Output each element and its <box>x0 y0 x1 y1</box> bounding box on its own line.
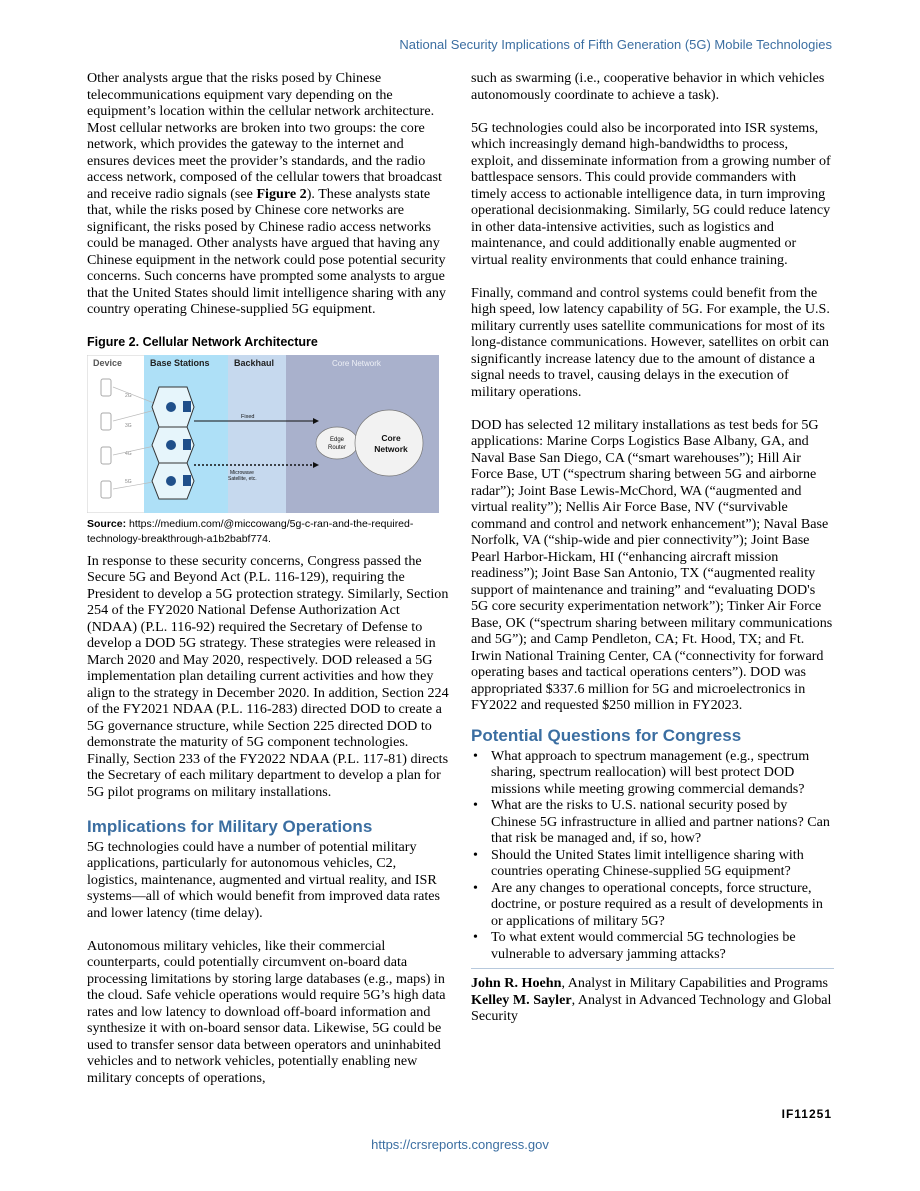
author-block <box>471 975 834 1025</box>
gen-4g-label: 4G <box>125 450 132 457</box>
question-item: • Are any changes to operational concepts, force structure, doctrine, or posture required as a result of developments in or applications of military 5G? <box>473 879 823 929</box>
device-label: Device <box>93 357 123 368</box>
figure-source: Source: https://medium.com/@miccowang/5g-c-ran-and-the-required-technology-breakthrough-a1b2babf774. <box>87 517 414 545</box>
backhaul-zone <box>228 355 286 513</box>
core-network-node <box>355 410 423 476</box>
question-item: • What approach to spectrum management (e.g., spectrum sharing, spectrum reallocation) will best protect DOD missions while meeting growing commercial demands? <box>473 747 810 797</box>
congress-actions-paragraph: In response to these security concerns, Congress passed the Secure 5G and Beyond Act (P.L. 116-129), requiring the President to develop a 5G protection strategy. Similarly, Section 254 of the FY2020 National Defense Authorization Act (NDAA) (P.L. 116-92) required the Secretary of Defense to develop a DOD 5G strategy. These strategies were released in March 2020 and May 2020, respectively. DOD released a 5G implementation plan detailing current activities and how they align to the strategy in December 2020. In addition, Section 224 of the FY2021 NDAA (P.L. 116-283) directed DOD to create a 5G governance structure, while Section 225 directed DOD to demonstrate the maturity of 5G component technologies. Finally, Section 233 of the FY2022 NDAA (P.L. 117-81) directs the Secretary of each military department to develop a plan for 5G pilot programs on military installations. <box>87 552 449 800</box>
figure-source-url[interactable]: https://medium.com/@miccowang/5g-c-ran-and-the-required-technology-breakthrough-a1b2babf774. <box>87 517 414 545</box>
router-label: Router <box>327 444 347 451</box>
author-divider <box>471 968 834 969</box>
figure-2-title: Figure 2. Cellular Network Architecture <box>87 335 318 349</box>
bullet-icon: • <box>473 797 478 813</box>
core-label: Core <box>381 432 401 443</box>
command-control-paragraph: Finally, command and control systems could benefit from the high speed, low latency capability of 5G. For example, the U.S. military currently uses satellite communications for most of its long-distance communications. However, satellites on orbit can significantly increase latency due to the amount of distance a signal needs to travel, causing delays in the execution of military operations. <box>471 284 830 400</box>
bullet-icon: • <box>473 929 478 945</box>
footer-url[interactable]: https://crsreports.congress.gov <box>371 1137 549 1152</box>
figure-2-reference[interactable]: Figure 2 <box>256 185 307 202</box>
question-item: • What are the risks to U.S. national security posed by Chinese 5G infrastructure in allied and partner nations? Can that risk be managed and, if so, how? <box>473 797 830 846</box>
bullet-icon: • <box>473 747 478 764</box>
author-entry: John R. Hoehn, Analyst in Military Capabilities and Programs <box>471 975 829 991</box>
section-heading-questions: Potential Questions for Congress <box>471 725 742 745</box>
questions-list <box>471 748 834 963</box>
left-column <box>87 70 449 1086</box>
autonomous-vehicles-paragraph: Autonomous military vehicles, like their commercial counterparts, could potentially circumvent on-board data processing limitations by storing large databases (e.g., maps) in the cloud. Safe vehicle operations would require 5G’s high data rates and low latency to download off-board information and synthesize it with on-board sensor data. Likewise, 5G could be used to transfer sensor data between operators and uninhabited vehicles and to network vehicles, potentially enabling new military concepts of operations, <box>87 937 446 1086</box>
gen-5g-label: 5G <box>125 478 132 485</box>
right-column <box>471 70 834 1025</box>
intro-paragraph: Other analysts argue that the risks posed by Chinese telecommunications equipment vary depending on the equipment’s location within the cellular network architecture. Most cellular networks are broken into two groups: the core network, which provides the gateway to the internet and ensures devices meet the provider’s standards, and the radio access network, composed of the cellular towers that broadcast and receive radio signals (see Figure 2). These analysts state that, while the risks posed by Chinese core networks are significant, the risks posed by Chinese radio access networks could be managed. Other analysts have argued that having any Chinese equipment in the network could pose potential security concerns. Such concerns have prompted some analysts to argue that the United States should limit intelligence sharing with any country operating Chinese-supplied 5G equipment. <box>87 70 446 317</box>
test-beds-paragraph: DOD has selected 12 military installations as test beds for 5G applications: Marine Corps Logistics Base Albany, GA, and Naval Base San Diego, CA (“smart warehouses”); Hill Air Force Base, UT (“spectrum sharing between 5G and airborne radar”); Joint Base Lewis-McChord, WA (“augmented and virtual reality”); Nellis Air Force Base, NV (“survivable command and control and network enhancement”); Naval Base Norfolk, VA (“ship-wide and pier connectivity”); Joint Base Pearl Harbor-Hickam, HI (“enhancing aircraft mission readiness”); Joint Base San Antonio, TX (“augmented reality support of maintenance and training” and “evaluating DOD's 5G core security experimentation network”); Tinker Air Force Base, OK (“spectrum sharing between military communications and 5G”); and Camp Pendleton, CA; Ft. Hood, TX; and Ft. Irwin National Training Center, CA (“connectivity for forward operating bases and tactical operations centers”). DOD was appropriated $337.6 million for 5G and microelectronics in FY2022 and requested $250 million in FY2023. <box>471 416 833 713</box>
isr-paragraph: 5G technologies could also be incorporated into ISR systems, which increasingly demand high-bandwidths to process, exploit, and disseminate information from a growing number of battlespace sensors. This could provide commanders with timely access to actionable intelligence data, in turn improving operational decisionmaking. Similarly, 5G could reduce latency in other data-intensive activities, such as logistics and maintenance, and could additionally enable augmented or virtual reality environments that could enhance training. <box>471 119 831 268</box>
base-stations-label: Base Stations <box>150 357 210 368</box>
section-heading-military-operations: Implications for Military Operations <box>87 816 373 836</box>
cellular-network-diagram <box>87 355 439 513</box>
core-network-zone-label: Core Network <box>332 358 381 368</box>
fixed-label: Fixed <box>241 413 255 420</box>
bullet-icon: • <box>473 879 478 896</box>
edge-router-node <box>316 427 358 459</box>
author-name: John R. Hoehn <box>471 975 562 991</box>
question-item: • Should the United States limit intelligence sharing with countries operating Chinese-supplied 5G equipment? <box>473 846 804 879</box>
military-applications-paragraph: 5G technologies could have a number of potential military applications, particularly for autonomous vehicles, C2, logistics, maintenance, augmented and virtual reality, and ISR systems—all of which would benefit from improved data rates and lower latency (time delay). <box>87 838 441 921</box>
question-item: • To what extent would commercial 5G technologies be vulnerable to adversary jamming attacks? <box>473 929 796 962</box>
edge-label: Edge <box>329 436 345 443</box>
author-name: Kelley M. Sayler <box>471 991 572 1008</box>
gen-3g-label: 3G <box>125 422 132 429</box>
swarming-paragraph: such as swarming (i.e., cooperative behavior in which vehicles autonomously coordinate to achieve a task). <box>471 70 825 103</box>
backhaul-label: Backhaul <box>234 357 275 368</box>
bullet-icon: • <box>473 846 478 863</box>
satellite-label: Satellite, etc. <box>228 475 257 482</box>
author-entry: Kelley M. Sayler, Analyst in Advanced Technology and Global Security <box>471 991 832 1024</box>
document-id: IF11251 <box>781 1107 832 1121</box>
network-label: Network <box>374 443 408 454</box>
microwave-label: Microwave <box>230 469 254 476</box>
gen-2g-label: 2G <box>125 392 132 399</box>
running-header: National Security Implications of Fifth Generation (5G) Mobile Technologies <box>399 37 832 52</box>
